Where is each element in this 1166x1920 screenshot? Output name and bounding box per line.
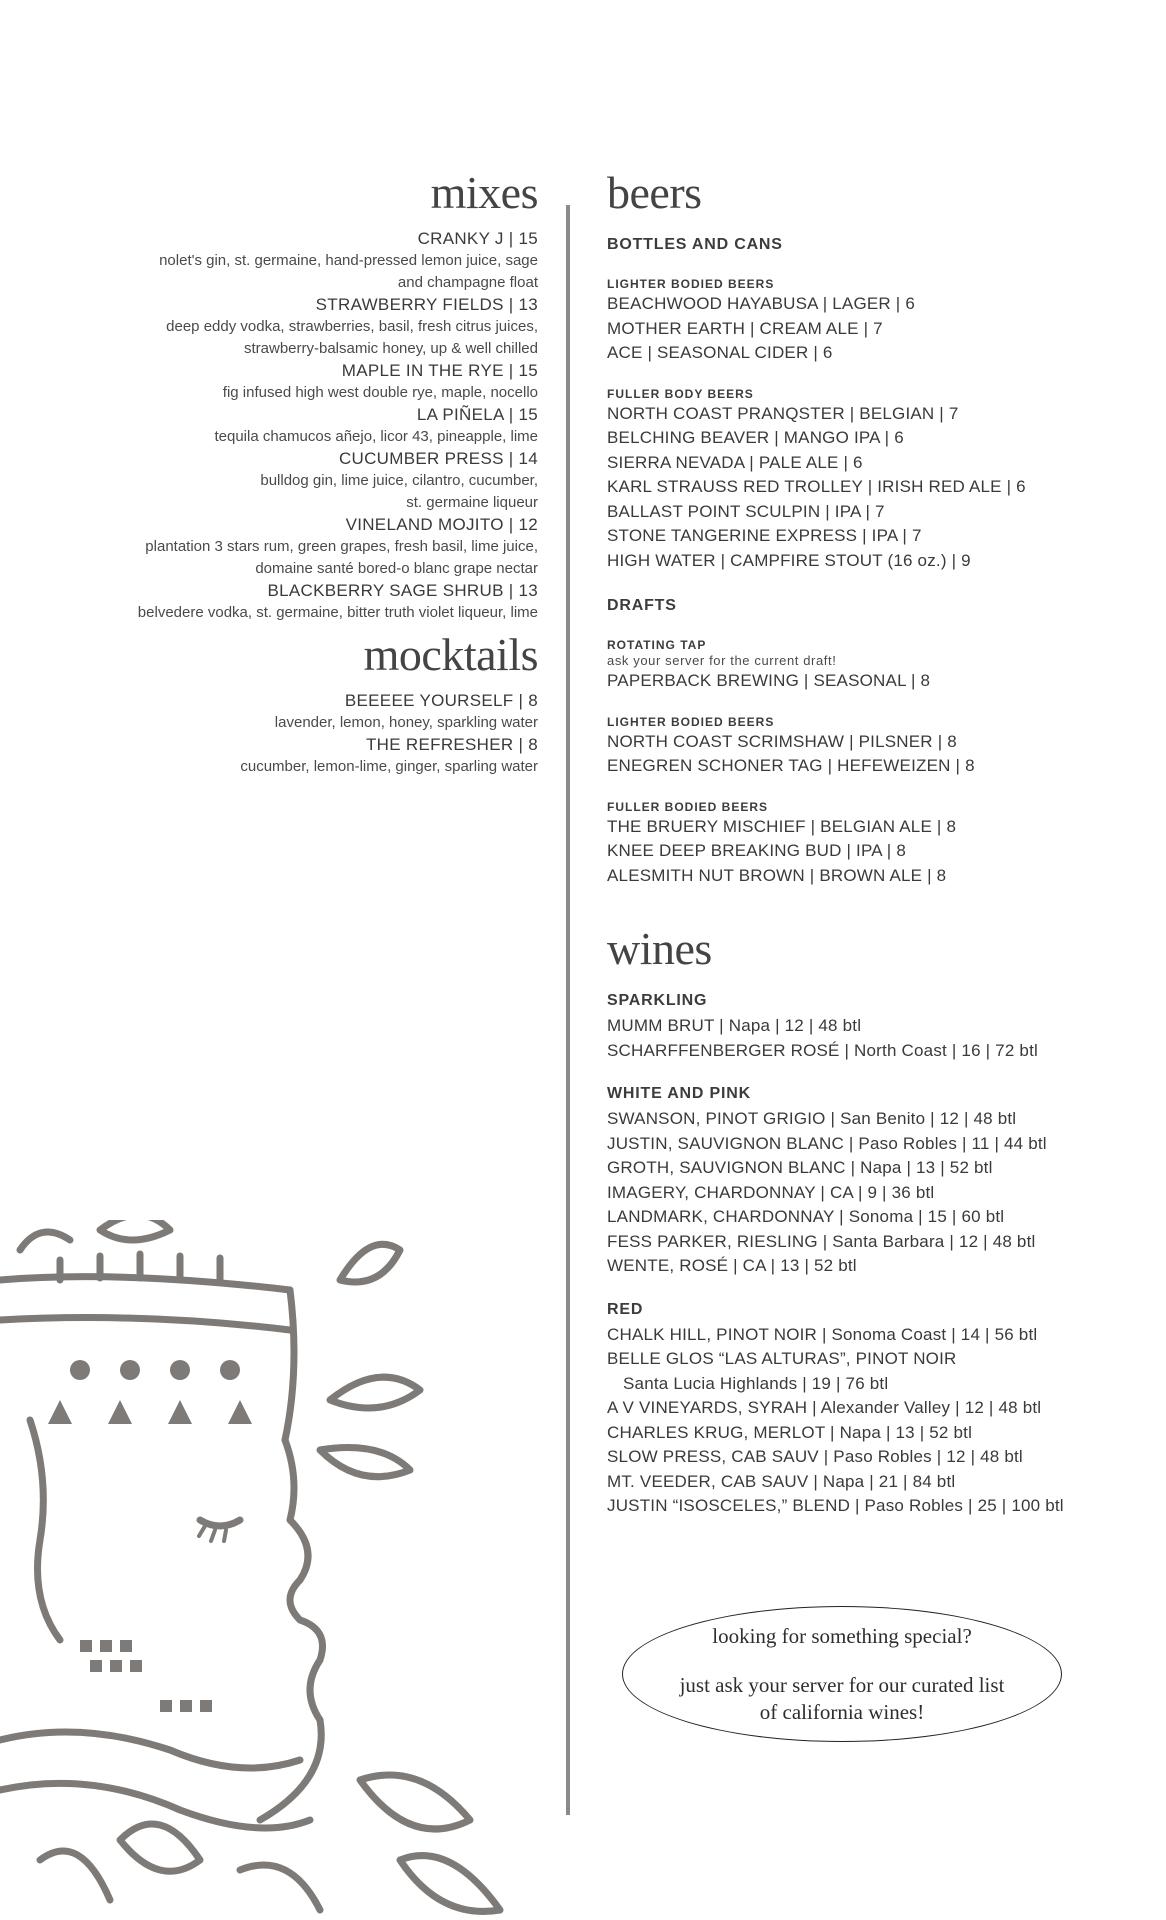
drink-description: fig infused high west double rye, maple, nocello	[222, 384, 538, 401]
special-callout	[622, 1606, 1062, 1742]
drink-description: strawberry-balsamic honey, up & well chilled	[243, 340, 538, 357]
drink-description: lavender, lemon, honey, sparkling water	[274, 714, 538, 731]
drink-description: plantation 3 stars rum, green grapes, fresh basil, lime juice,	[145, 538, 538, 555]
wines-title: wines	[607, 923, 712, 974]
subgroup-label: LIGHTER BODIED BEERS	[607, 714, 775, 729]
menu-item: BEACHWOOD HAYABUSA | LAGER | 6	[607, 294, 915, 313]
subgroup-label: ROTATING TAP	[607, 638, 707, 652]
menu-item: BELLE GLOS “LAS ALTURAS”, PINOT NOIR	[607, 1349, 957, 1368]
drink-name: BLACKBERRY SAGE SHRUB | 13	[267, 581, 538, 600]
menu-item: ACE | SEASONAL CIDER | 6	[607, 343, 833, 362]
callout-line: of california wines!	[759, 1699, 925, 1724]
drink-description: st. germaine liqueur	[406, 494, 538, 511]
drink-name: CUCUMBER PRESS | 14	[338, 449, 538, 468]
menu-item: THE BRUERY MISCHIEF | BELGIAN ALE | 8	[607, 816, 957, 836]
bottles-lighter-group	[607, 276, 1127, 366]
menu-item: NORTH COAST SCRIMSHAW | PILSNER | 8	[607, 731, 957, 751]
drafts-heading-wrap	[607, 595, 1127, 617]
red-group	[607, 1299, 1127, 1519]
rotating-note: ask your server for the current draft!	[607, 653, 837, 668]
menu-item: SWANSON, PINOT GRIGIO | San Benito | 12 | 48 btl	[607, 1109, 1017, 1128]
drink-item	[60, 404, 538, 448]
decorative-face-illustration	[0, 1220, 530, 1920]
mixes-list	[60, 228, 538, 624]
drink-name: LA PIÑELA | 15	[416, 405, 538, 424]
beer-wine-column	[607, 167, 1127, 1519]
drink-description: domaine santé bored-o blanc grape nectar	[255, 560, 538, 577]
menu-item: CHARLES KRUG, MERLOT | Napa | 13 | 52 btl	[607, 1422, 973, 1442]
drink-item	[60, 448, 538, 514]
drink-description: and champagne float	[397, 274, 538, 291]
menu-item: IMAGERY, CHARDONNAY | CA | 9 | 36 btl	[607, 1182, 935, 1202]
drink-name: MAPLE IN THE RYE | 15	[341, 361, 538, 380]
menu-item: STONE TANGERINE EXPRESS | IPA | 7	[607, 526, 922, 545]
menu-item: MT. VEEDER, CAB SAUV | Napa | 21 | 84 btl	[607, 1471, 956, 1491]
drafts-heading: DRAFTS	[607, 597, 677, 614]
drink-name: BEEEEE YOURSELF | 8	[344, 691, 538, 710]
wine-heading: RED	[607, 1300, 644, 1318]
menu-item: ALESMITH NUT BROWN | BROWN ALE | 8	[607, 865, 947, 885]
subgroup-label: FULLER BODY BEERS	[607, 386, 754, 401]
menu-item: SIERRA NEVADA | PALE ALE | 6	[607, 452, 863, 472]
drink-item	[60, 360, 538, 404]
drink-item	[60, 228, 538, 294]
menu-item: NORTH COAST PRANQSTER | BELGIAN | 7	[607, 403, 959, 423]
subgroup-label: LIGHTER BODIED BEERS	[607, 277, 775, 291]
drink-item	[60, 294, 538, 360]
menu-item: JUSTIN, SAUVIGNON BLANC | Paso Robles | 11 | 44 btl	[607, 1133, 1047, 1153]
mixes-title: mixes	[430, 167, 538, 218]
mocktails-title: mocktails	[363, 629, 538, 680]
drink-item	[60, 734, 538, 778]
drink-description: tequila chamucos añejo, licor 43, pineapple, lime	[214, 428, 538, 445]
sparkling-group	[607, 990, 1127, 1063]
menu-item: FESS PARKER, RIESLING | Santa Barbara | 12 | 48 btl	[607, 1231, 1036, 1251]
drink-name: VINELAND MOJITO | 12	[345, 515, 538, 534]
menu-item: CHALK HILL, PINOT NOIR | Sonoma Coast | 14 | 56 btl	[607, 1324, 1038, 1344]
drink-description: belvedere vodka, st. germaine, bitter truth violet liqueur, lime	[137, 604, 538, 621]
menu-item: KARL STRAUSS RED TROLLEY | IRISH RED ALE | 6	[607, 477, 1026, 496]
drink-description: bulldog gin, lime juice, cilantro, cucumber,	[260, 472, 538, 489]
menu-item: PAPERBACK BREWING | SEASONAL | 8	[607, 671, 931, 690]
drink-item	[60, 514, 538, 580]
callout-line: just ask your server for our curated list	[679, 1672, 1005, 1697]
menu-item: Santa Lucia Highlands | 19 | 76 btl	[623, 1373, 889, 1393]
beers-title: beers	[607, 167, 702, 218]
subgroup-label: FULLER BODIED BEERS	[607, 799, 769, 814]
menu-item: SCHARFFENBERGER ROSÉ | North Coast | 16 | 72 btl	[607, 1040, 1038, 1060]
white-pink-group	[607, 1083, 1127, 1279]
callout-line: looking for something special?	[712, 1623, 972, 1648]
menu-item: A V VINEYARDS, SYRAH | Alexander Valley | 12 | 48 btl	[607, 1398, 1042, 1417]
column-divider	[566, 205, 570, 1815]
drink-description: nolet's gin, st. germaine, hand-pressed lemon juice, sage	[159, 252, 538, 269]
drink-name: THE REFRESHER | 8	[366, 735, 538, 754]
menu-item: JUSTIN “ISOSCELES,” BLEND | Paso Robles | 25 | 100 btl	[607, 1496, 1064, 1515]
menu-item: MOTHER EARTH | CREAM ALE | 7	[607, 318, 883, 338]
drafts-lighter-group	[607, 714, 1127, 779]
menu-item: BALLAST POINT SCULPIN | IPA | 7	[607, 501, 885, 521]
menu-item: BELCHING BEAVER | MANGO IPA | 6	[607, 428, 904, 447]
mocktails-section	[60, 629, 538, 778]
bottles-fuller-group	[607, 386, 1127, 574]
menu-item: WENTE, ROSÉ | CA | 13 | 52 btl	[607, 1256, 857, 1275]
drink-name: CRANKY J | 15	[417, 229, 538, 248]
menu-item: SLOW PRESS, CAB SAUV | Paso Robles | 12 | 48 btl	[607, 1447, 1023, 1466]
menu-item: MUMM BRUT | Napa | 12 | 48 btl	[607, 1016, 862, 1035]
drink-description: cucumber, lemon-lime, ginger, sparling water	[240, 758, 538, 775]
cocktail-column	[60, 167, 538, 778]
drink-description: deep eddy vodka, strawberries, basil, fresh citrus juices,	[166, 318, 538, 335]
drink-name: STRAWBERRY FIELDS | 13	[315, 295, 538, 314]
menu-item: HIGH WATER | CAMPFIRE STOUT (16 oz.) | 9	[607, 550, 971, 570]
drink-item	[60, 580, 538, 624]
wine-heading: SPARKLING	[607, 992, 708, 1009]
drink-item	[60, 690, 538, 734]
wine-heading: WHITE AND PINK	[607, 1085, 751, 1102]
menu-item: GROTH, SAUVIGNON BLANC | Napa | 13 | 52 btl	[607, 1158, 993, 1177]
menu-item: LANDMARK, CHARDONNAY | Sonoma | 15 | 60 btl	[607, 1207, 1005, 1226]
menu-item: ENEGREN SCHONER TAG | HEFEWEIZEN | 8	[607, 756, 975, 775]
menu-item: KNEE DEEP BREAKING BUD | IPA | 8	[607, 841, 906, 860]
bottles-heading: BOTTLES AND CANS	[607, 236, 783, 253]
rotating-tap-group	[607, 637, 1127, 694]
drafts-fuller-group	[607, 799, 1127, 889]
